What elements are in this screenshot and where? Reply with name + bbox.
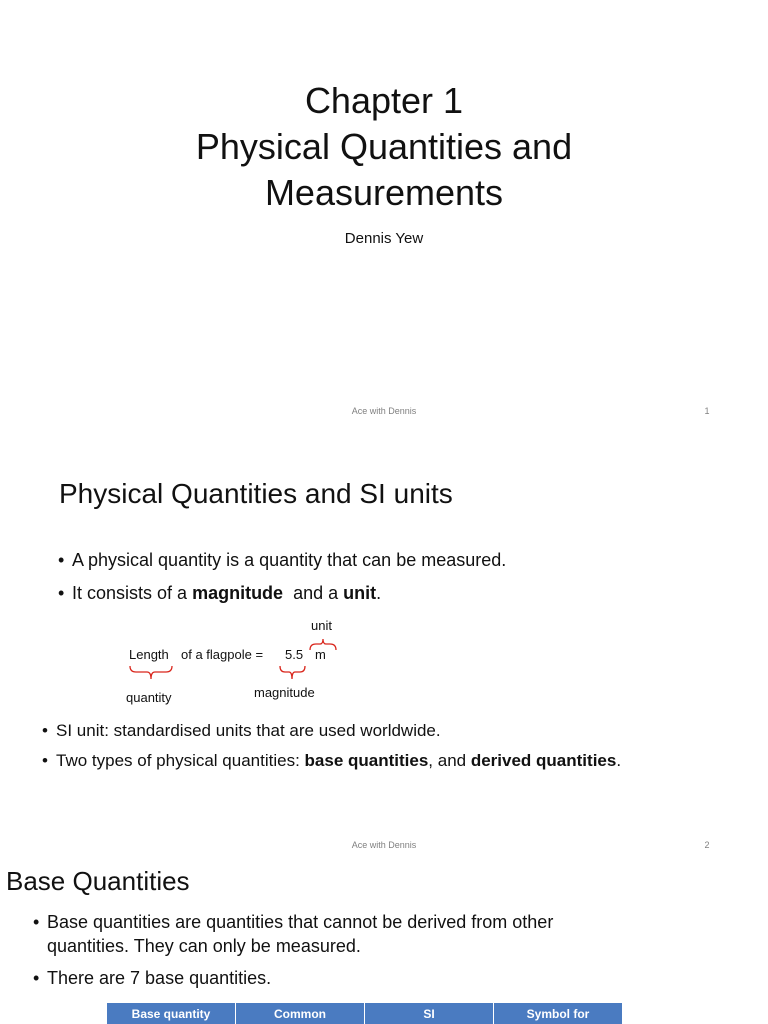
bullet-physical-quantity: • A physical quantity is a quantity that can be measured. xyxy=(58,550,507,570)
header-base-quantity: Base quantity xyxy=(107,1003,236,1024)
slide-number: 2 xyxy=(704,840,710,850)
bullet-two-types: • Two types of physical quantities: base quantities, and derived quantities. xyxy=(42,751,622,770)
slide-3-title: Base Quantities xyxy=(6,866,190,896)
label-magnitude: magnitude xyxy=(254,685,315,700)
chapter-subtitle-line2: Measurements xyxy=(264,172,504,213)
slide-footer: Ace with Dennis xyxy=(351,840,417,850)
author-name: Dennis Yew xyxy=(344,230,424,247)
slide-2-title: Physical Quantities and SI units xyxy=(59,478,453,509)
slide-number: 1 xyxy=(704,406,710,416)
label-length: Length xyxy=(129,647,169,662)
header-si: SI xyxy=(365,1003,494,1024)
bullet-base-definition: • Base quantities are quantities that cannot be derived from other xyxy=(33,912,554,932)
base-quantities-table xyxy=(107,1003,622,1024)
bullet-seven-base: • There are 7 base quantities. xyxy=(33,968,272,988)
bullet-base-definition-cont: quantities. They can only be measured. xyxy=(47,936,361,956)
slide-footer: Ace with Dennis xyxy=(351,406,417,416)
bullet-magnitude-unit: • It consists of a magnitude and a unit. xyxy=(58,583,382,603)
label-unit: unit xyxy=(311,618,332,633)
quantity-brace xyxy=(128,664,174,680)
label-value: 5.5 xyxy=(285,647,304,662)
chapter-title: Chapter 1 xyxy=(304,80,464,121)
label-of-flagpole: of a flagpole = xyxy=(181,647,264,662)
header-symbol-for: Symbol for xyxy=(494,1003,623,1024)
label-quantity: quantity xyxy=(126,690,172,705)
table-header-row xyxy=(107,1003,622,1024)
chapter-subtitle-line1: Physical Quantities and xyxy=(195,126,573,167)
bullet-si-unit: • SI unit: standardised units that are used worldwide. xyxy=(42,721,441,740)
header-common: Common xyxy=(236,1003,365,1024)
magnitude-brace xyxy=(278,664,308,680)
label-unit-symbol: m xyxy=(315,647,326,662)
